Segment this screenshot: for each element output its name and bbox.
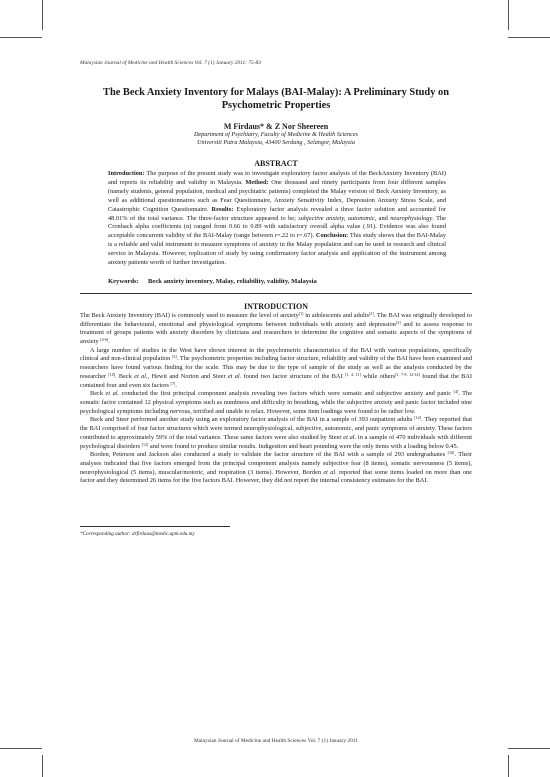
abstract-text [108, 170, 446, 268]
intro-paragraph: The Beck Anxiety Inventory (BAI) is commonly used to measure the level of anxiety[1] in adolescents and adults[2]. The BAI was originally developed to differentiate the behavioural, emotional and physiological symptoms between individuals with anxiety and depression[3] and to assess response to treatment of groups patients with anxiety disorders by clinicians and researchers to determine the cognitive and somatic aspects of the symptoms of anxiety [4-6]. [80, 310, 472, 346]
citation-marker: [1] [298, 310, 304, 316]
abstract-results-2: and [376, 214, 391, 222]
citation-marker: [1, 4, 11] [344, 371, 361, 377]
citation-marker: [3] [172, 354, 177, 360]
abstract-heading: ABSTRACT [254, 159, 298, 168]
intro-paragraph: A large number of studies in the West have shown interest in the psychometric characteristics of the BAI with various populations, specifically clinical and non-clinical population [3]. The psychometric properties including factor structure, reliability and validity of the BAI have been examined and researchers have found various finding for the scale. This may be due to the type of sample of the study as well as the analysis conducted by the researcher [10]. Beck et al., Hewit and Norton and Steer et al. found two factor structure of the BAI [1, 4, 11] while others[1, 7-9, 12-14] found that the BAI contained four and even six factors [7]. [80, 346, 473, 389]
intro-paragraph: Beck et al. conducted the first principal component analysis revealing two factors which were somatic and subjective anxiety and panic [4]. The somatic factor contained 12 physical symptoms such as numbness and difficulty in breathing, while the subjective anxiety and panic factor included nine psychological symptoms including nervous, terrified and unable to relax. However, some item loadings were found to be rather low. [80, 389, 473, 415]
introduction-heading: INTRODUCTION [243, 301, 308, 311]
citation-marker: [12] [141, 441, 149, 447]
abstract-results-1: Exploratory factor analysis revealed a three factor solution and accounted for 48.01% of the total variance. The three-factor structure appeared to be; [108, 205, 447, 222]
crop-mark [508, 748, 550, 749]
abstract-results-label: Results: [211, 205, 234, 213]
introduction-body [80, 312, 472, 486]
abstract-intro-label: Introduction: [108, 170, 145, 177]
citation-marker: [4] [453, 389, 459, 395]
crop-mark [0, 37, 42, 38]
crop-mark [508, 0, 509, 30]
crop-mark [0, 748, 42, 749]
abstract-method: One thousand and ninety participants from four different samples (namely students, general population, medical and psychiatric patients) completed the Malay version of Beck Anxiety Inventory, as well as additional questionnaires such as Fear Questionnaire, Anxiety Sensitivity Index, Depression Anxiety Stress Scale, and Catastrophic Cognition Questionnaire. [108, 178, 447, 213]
affiliation-line-2: Universiti Putra Malaysia, 43400 Serdang , Selangor, Malaysia [197, 139, 355, 146]
abstract-results-3: . The Cronbach alpha coefficients (α) ranged from 0.66 to 0.89 with satisfactory overall alpha value (.91). Evidence was also found acceptable concurrent validity of the BAI-Malay (range between r=.22 to r=.67). [108, 214, 446, 240]
citation-marker: [7] [170, 380, 176, 386]
intro-paragraph: Borden, Peterson and Jackson also conducted a study to validate the factor structure of the BAI with a sample of 293 undergraduates [16]. Their analyses indicated that five factors emerged from the principal component analysis namely subjective fear (8 items), somatic nervousness (5 items), neurophysiological (5 items), muscular/motoric, and respiration (3 items). However, Borden et al. reported that some items loaded on more than one factor and they determined 26 items for the five factors BAI. However, they did not report the internal consistency estimates for the BAI. [80, 450, 472, 485]
citation-marker: [2] [368, 310, 374, 316]
paper-page [80, 60, 472, 537]
page-footer: Malaysian Journal of Medicine and Health Sciences Vol. 7 (1) January 2011 [194, 738, 358, 744]
abstract-intro: The purpose of the present study was to investigate exploratory factor analysis of the BeckAnxiety Inventory (BAI) and reports its reliability and validity in Malaysia. [108, 170, 446, 186]
abstract-factors: subjective anxiety, autonomic, [298, 214, 377, 222]
intro-paragraph: Beck and Steer performed another study using an exploratory factor analysis of the BAI in a sample of 393 outpatient adults [14]. They reported that the BAI comprised of four factor structures which were termed neurophysiological, subjective, autonomic, and panic symptoms of anxiety. These factors contributed to approximately 59% of the total variance. These same factors were also studied by Steer et al. in a sample of 470 individuals with different psychological disorders [12] and were found to produce similar results. Indigestion and heart pounding were the only items with a loading below 0.45. [80, 415, 473, 450]
crop-mark [42, 755, 43, 777]
keywords-list: Beck anxiety inventory, Malay, reliability, validity, Malaysia [148, 277, 317, 285]
crop-mark [42, 0, 43, 30]
citation-marker: [4-6] [100, 337, 109, 343]
footnote-rule [80, 526, 230, 527]
abstract-conclusion-label: Conclusion: [315, 232, 349, 240]
crop-mark [508, 37, 550, 38]
abstract-method-label: Method: [245, 178, 269, 186]
keywords-row [108, 278, 446, 285]
citation-marker: [16] [447, 450, 455, 456]
citation-marker: [14] [414, 415, 422, 421]
corresponding-author-footnote: *Corresponding author: drfirdaus@medic.upm.edu.my [80, 531, 195, 538]
abstract-factor-3: neurophysiology [390, 214, 433, 222]
paper-title: The Beck Anxiety Inventory for Malays (BAI-Malay): A Preliminary Study on Psychometric Properties [103, 87, 449, 111]
section-divider [80, 293, 472, 294]
citation-marker: [3] [395, 319, 401, 325]
citation-marker: [10] [108, 371, 116, 377]
affiliation-line-1: Department of Psychiatry, Faculty of Medicine & Health Sciences [193, 131, 359, 138]
crop-mark [508, 755, 509, 777]
keywords-label: Keywords: [108, 277, 139, 285]
citation-marker: [1, 7-9, 12-14] [395, 371, 420, 377]
authors: M Firdaus* & Z Nor Sheereen [223, 122, 329, 131]
running-head: Malaysian Journal of Medicine and Health Sciences Vol. 7 (1) January 2011: 75-83 [80, 60, 261, 66]
abstract-conclusion: This study shows that the BAI-Malay is a reliable and valid instrument to measure symptoms of anxiety in the Malay population and can be used in research and clinical service in Malaysia. However, replication of study by using confirmatory factor analysis and application of the instrument among anxiety patients worth of further investigation. [108, 232, 446, 267]
